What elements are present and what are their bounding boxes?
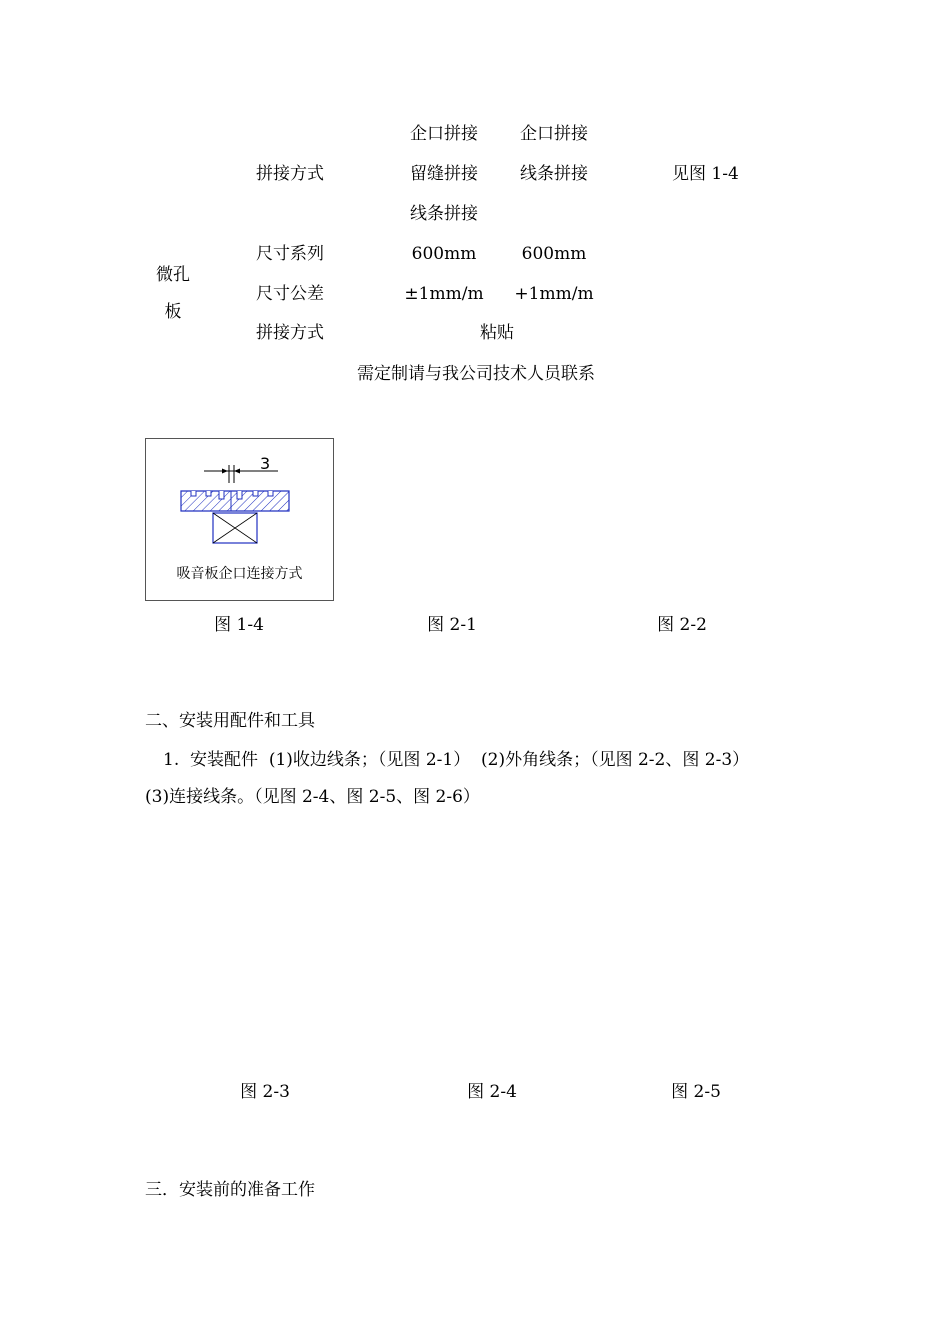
material-label-line2: 板 — [164, 302, 182, 322]
row2-col2: 600mm — [521, 244, 587, 264]
row1-col1-line2: 留缝拼接 — [410, 164, 478, 184]
caption-fig-1-4: 图 1-4 — [214, 615, 264, 635]
section-2-heading: 二、安装用配件和工具 — [145, 711, 315, 731]
section-3-heading: 三．安装前的准备工作 — [145, 1180, 315, 1200]
table-note: 需定制请与我公司技术人员联系 — [357, 364, 595, 384]
row4-label: 拼接方式 — [256, 323, 324, 343]
row3-label: 尺寸公差 — [256, 284, 324, 304]
section-2-line-2: (3)连接线条。（见图 2-4、图 2-5、图 2-6） — [145, 787, 480, 807]
row1-col1-line3: 线条拼接 — [410, 204, 478, 224]
section-2-line-1: 1. 安装配件 (1)收边线条；（见图 2-1） (2)外角线条；（见图 2-2、图 2-3） — [163, 750, 750, 770]
row1-col2-line1: 企口拼接 — [520, 124, 588, 144]
row4-value: 粘贴 — [480, 323, 514, 343]
row2-label: 尺寸系列 — [256, 244, 324, 264]
material-label-line1: 微孔 — [156, 265, 190, 285]
caption-fig-2-3: 图 2-3 — [240, 1082, 290, 1102]
figure-1-4 — [145, 438, 334, 601]
caption-fig-2-2: 图 2-2 — [657, 615, 707, 635]
row1-col2-line2: 线条拼接 — [520, 164, 588, 184]
figure-1-4-caption: 吸音板企口连接方式 — [176, 566, 303, 582]
caption-fig-2-5: 图 2-5 — [671, 1082, 721, 1102]
row3-col2: +1mm/m — [514, 284, 594, 304]
caption-fig-2-4: 图 2-4 — [467, 1082, 517, 1102]
row3-col1: ±1mm/m — [404, 284, 484, 304]
dimension-label: 3 — [260, 454, 271, 473]
row1-col1-line1: 企口拼接 — [410, 124, 478, 144]
row2-col1: 600mm — [411, 244, 477, 264]
row1-label: 拼接方式 — [256, 164, 324, 184]
row1-ref: 见图 1-4 — [672, 164, 739, 184]
caption-fig-2-1: 图 2-1 — [427, 615, 477, 635]
